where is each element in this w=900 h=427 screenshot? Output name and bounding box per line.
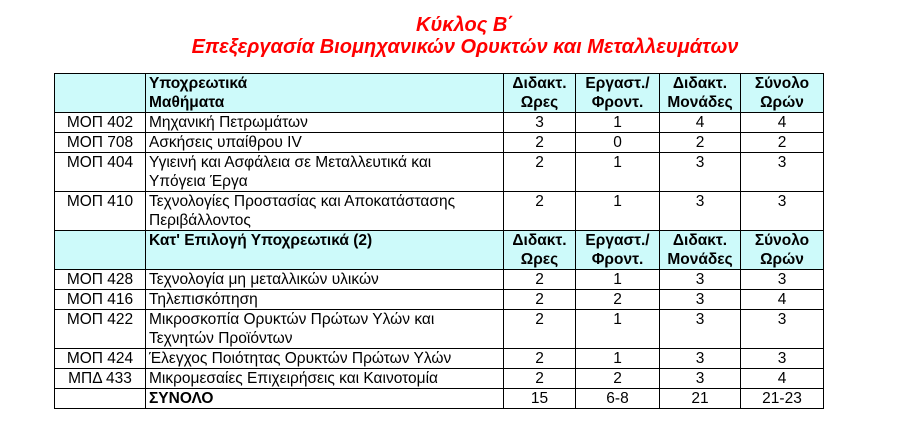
table-row: ΜΟΠ 410 Τεχνολογίες Προστασίας και Αποκατάστασης Περιβάλλοντος 2 1 3 3 bbox=[55, 192, 824, 231]
col-header-didakt-monades: Διδακτ. Μονάδες bbox=[660, 231, 741, 270]
table-row: ΜΠΔ 433 Μικρομεσαίες Επιχειρήσεις και Καινοτομία 2 2 3 4 bbox=[55, 369, 824, 389]
table-row: ΜΟΠ 416 Τηλεπισκόπηση 2 2 3 4 bbox=[55, 290, 824, 310]
course-program-title: Επεξεργασία Βιομηχανικών Ορυκτών και Μεταλλευμάτων bbox=[191, 36, 739, 58]
table-row: ΜΟΠ 708 Ασκήσεις υπαίθρου ΙV 2 0 2 2 bbox=[55, 133, 824, 153]
courses-table bbox=[54, 73, 824, 409]
course-cycle-title: Κύκλος Β΄ bbox=[416, 14, 514, 36]
section-heading: Κατ' Επιλογή Υποχρεωτικά (2) bbox=[146, 231, 504, 270]
col-header-didakt-ores: Διδακτ. Ωρες bbox=[504, 74, 576, 113]
col-header-synolo-oron: Σύνολο Ωρών bbox=[741, 231, 824, 270]
col-header-didakt-monades: Διδακτ. Μονάδες bbox=[660, 74, 741, 113]
col-header-synolo-oron: Σύνολο Ωρών bbox=[741, 74, 824, 113]
section-header-elective bbox=[55, 231, 824, 270]
col-header-ergast-front: Εργαστ./ Φροντ. bbox=[576, 231, 660, 270]
table-row: ΜΟΠ 422 Μικροσκοπία Ορυκτών Πρώτων Υλών και Τεχνητών Προϊόντων 2 1 3 3 bbox=[55, 310, 824, 349]
total-row: ΣΥΝΟΛΟ 15 6-8 21 21-23 bbox=[55, 389, 824, 409]
section-header-compulsory bbox=[55, 74, 824, 113]
table-row: ΜΟΠ 428 Τεχνολογία μη μεταλλικών υλικών 2 1 3 3 bbox=[55, 270, 824, 290]
table-row: ΜΟΠ 404 Υγιεινή και Ασφάλεια σε Μεταλλευτικά και Υπόγεια Έργα 2 1 3 3 bbox=[55, 153, 824, 192]
col-header-didakt-ores: Διδακτ. Ωρες bbox=[504, 231, 576, 270]
col-header-ergast-front: Εργαστ./ Φροντ. bbox=[576, 74, 660, 113]
table-row: ΜΟΠ 402 Μηχανική Πετρωμάτων 3 1 4 4 bbox=[55, 113, 824, 133]
table-row: ΜΟΠ 424 Έλεγχος Ποιότητας Ορυκτών Πρώτων Υλών 2 1 3 3 bbox=[55, 349, 824, 369]
total-label: ΣΥΝΟΛΟ bbox=[146, 389, 504, 409]
section-heading: Υποχρεωτικά Μαθήματα bbox=[146, 74, 504, 113]
